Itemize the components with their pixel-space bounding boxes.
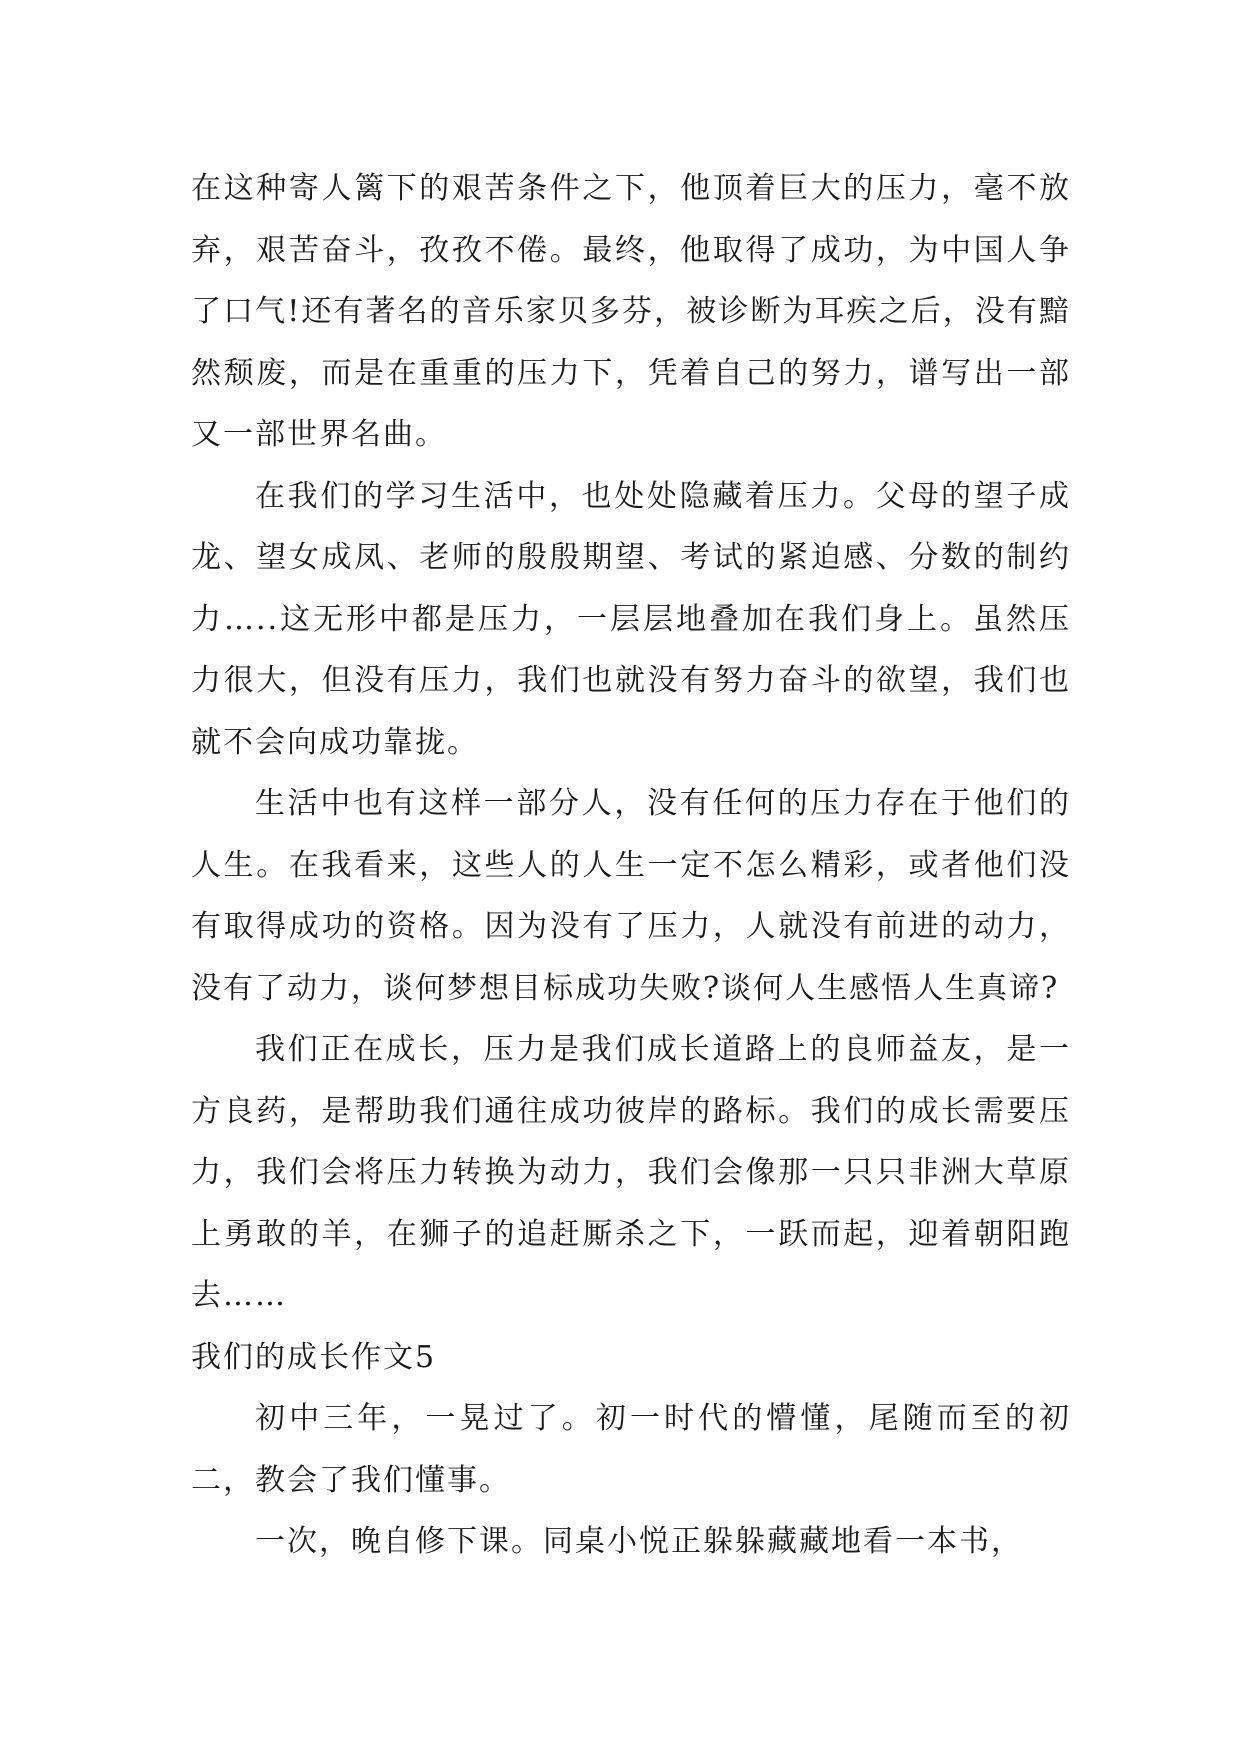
document-body [191, 158, 1071, 1573]
paragraph-continuation: 在这种寄人篱下的艰苦条件之下，他顶着巨大的压力，毫不放弃，艰苦奋斗，孜孜不倦。最终，他取得了成功，为中国人争了口气!还有著名的音乐家贝多芬，被诊断为耳疾之后，没有黯然颓废，而是在重重的压力下，凭着自己的努力，谱写出一部又一部世界名曲。 [191, 171, 1071, 452]
paragraph-pressure-in-study: 在我们的学习生活中，也处处隐藏着压力。父母的望子成龙、望女成凤、老师的殷殷期望、考试的紧迫感、分数的制约力…..这无形中都是压力，一层层地叠加在我们身上。虽然压力很大，但没有压力，我们也就没有努力奋斗的欲望，我们也就不会向成功靠拢。 [191, 478, 1071, 760]
paragraph-people-without-pressure: 生活中也有这样一部分人，没有任何的压力存在于他们的人生。在我看来，这些人的人生一定不怎么精彩，或者他们没有取得成功的资格。因为没有了压力，人就没有前进的动力，没有了动力，谈何梦想目标成功失败?谈何人生感悟人生真谛? [191, 786, 1071, 1006]
paragraph-three-years: 初中三年，一晃过了。初一时代的懵懂，尾随而至的初二，教会了我们懂事。 [191, 1401, 1071, 1498]
section-heading: 我们的成长作文5 [191, 1339, 437, 1375]
paragraph-growing-up: 我们正在成长，压力是我们成长道路上的良师益友，是一方良药，是帮助我们通往成功彼岸的路标。我们的成长需要压力，我们会将压力转换为动力，我们会像那一只只非洲大草原上勇敢的羊，在狮子的追赶厮杀之下，一跃而起，迎着朝阳跑去…… [191, 1032, 1071, 1313]
paragraph-evening-study: 一次，晚自修下课。同桌小悦正躲躲藏藏地看一本书， [255, 1524, 1023, 1559]
